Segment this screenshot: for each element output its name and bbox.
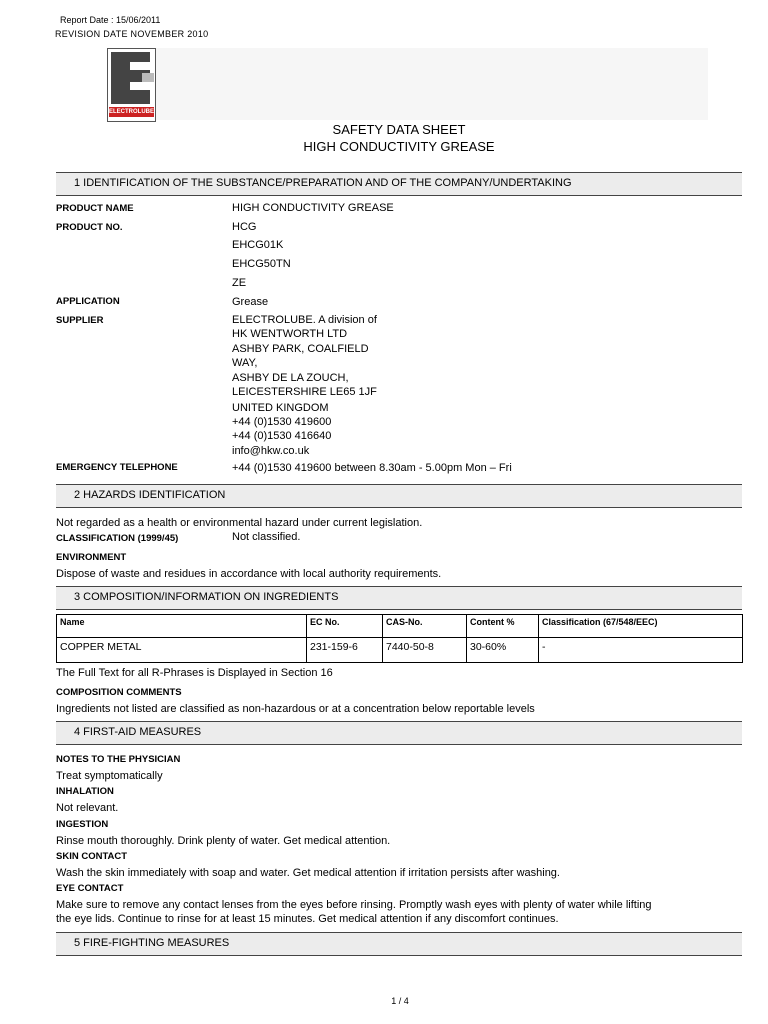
table-header-cell: Classification (67/548/EEC) <box>539 615 743 638</box>
skin-contact-value: Wash the skin immediately with soap and water. Get medical attention if irritation persists after washing. <box>56 867 560 879</box>
table-cell: 30-60% <box>467 638 539 663</box>
section-1-header <box>56 172 742 196</box>
product-no-value: EHCG50TN <box>232 258 291 270</box>
skin-contact-label: SKIN CONTACT <box>56 851 128 862</box>
composition-comments-label: COMPOSITION COMMENTS <box>56 687 182 698</box>
eye-contact-line-2: the eye lids. Continue to rinse for at least 15 minutes. Get medical attention if any discomfort continues. <box>56 913 559 925</box>
supplier-line: HK WENTWORTH LTD <box>232 328 348 340</box>
environment-label: ENVIRONMENT <box>56 552 127 563</box>
supplier-email[interactable]: info@hkw.co.uk <box>232 445 310 457</box>
ingestion-label: INGESTION <box>56 819 109 830</box>
ingestion-value: Rinse mouth thoroughly. Drink plenty of water. Get medical attention. <box>56 835 391 847</box>
logo-banner <box>108 48 708 120</box>
hazards-intro: Not regarded as a health or environmental hazard under current legislation. <box>56 517 423 529</box>
section-1-heading: 1 IDENTIFICATION OF THE SUBSTANCE/PREPARATION AND OF THE COMPANY/UNDERTAKING <box>74 177 572 189</box>
product-no-value: HCG <box>232 221 257 233</box>
section-4-header <box>56 721 742 745</box>
section-3-header <box>56 586 742 610</box>
composition-table <box>56 614 743 663</box>
inhalation-value: Not relevant. <box>56 802 119 814</box>
table-row <box>57 638 743 663</box>
supplier-fax: +44 (0)1530 416640 <box>232 430 332 442</box>
product-name-label: PRODUCT NAME <box>56 203 134 214</box>
supplier-line: ASHBY PARK, COALFIELD <box>232 343 369 355</box>
table-cell: 7440-50-8 <box>383 638 467 663</box>
classification-label: CLASSIFICATION (1999/45) <box>56 533 179 544</box>
table-header-cell: EC No. <box>307 615 383 638</box>
eye-contact-line-1: Make sure to remove any contact lenses from the eyes before rinsing. Promptly wash eyes with plenty of water while lifting <box>56 899 652 911</box>
product-no-label: PRODUCT NO. <box>56 222 123 233</box>
supplier-label: SUPPLIER <box>56 315 104 326</box>
document-title: SAFETY DATA SHEET <box>332 122 466 137</box>
supplier-line: WAY, <box>232 357 258 369</box>
environment-value: Dispose of waste and residues in accordance with local authority requirements. <box>56 568 442 580</box>
table-header-cell: CAS-No. <box>383 615 467 638</box>
eye-contact-label: EYE CONTACT <box>56 883 124 894</box>
section-2-header <box>56 484 742 508</box>
product-name-value: HIGH CONDUCTIVITY GREASE <box>232 202 394 214</box>
table-cell: - <box>539 638 743 663</box>
product-no-value: ZE <box>232 277 247 289</box>
supplier-phone: +44 (0)1530 419600 <box>232 416 332 428</box>
section-5-heading: 5 FIRE-FIGHTING MEASURES <box>74 937 230 949</box>
table-header-row <box>57 615 743 638</box>
section-4-heading: 4 FIRST-AID MEASURES <box>74 726 202 738</box>
inhalation-label: INHALATION <box>56 786 114 797</box>
page-number: 1 / 4 <box>391 996 409 1006</box>
emergency-label: EMERGENCY TELEPHONE <box>56 462 178 473</box>
supplier-line: ASHBY DE LA ZOUCH, <box>232 372 349 384</box>
supplier-line: LEICESTERSHIRE LE65 1JF <box>232 386 377 398</box>
logo-label: ELECTROLUBE <box>109 109 154 115</box>
section-5-header <box>56 932 742 956</box>
table-header-cell: Name <box>57 615 307 638</box>
application-label: APPLICATION <box>56 296 120 307</box>
section-2-heading: 2 HAZARDS IDENTIFICATION <box>74 489 226 501</box>
product-no-value: EHCG01K <box>232 239 284 251</box>
section-3-heading: 3 COMPOSITION/INFORMATION ON INGREDIENTS <box>74 591 339 603</box>
supplier-line: ELECTROLUBE. A division of <box>232 314 377 326</box>
r-phrases-note: The Full Text for all R-Phrases is Displayed in Section 16 <box>56 667 333 679</box>
composition-comments: Ingredients not listed are classified as non-hazardous or at a concentration below reportable levels <box>56 703 535 715</box>
table-cell: 231-159-6 <box>307 638 383 663</box>
revision-date: REVISION DATE NOVEMBER 2010 <box>55 29 209 39</box>
physician-value: Treat symptomatically <box>56 770 163 782</box>
emergency-value: +44 (0)1530 419600 between 8.30am - 5.00pm Mon – Fri <box>232 462 512 474</box>
supplier-line: UNITED KINGDOM <box>232 402 329 414</box>
physician-label: NOTES TO THE PHYSICIAN <box>56 754 181 765</box>
table-cell: COPPER METAL <box>57 638 307 663</box>
report-date: Report Date : 15/06/2011 <box>60 15 161 25</box>
document-subtitle: HIGH CONDUCTIVITY GREASE <box>303 139 495 154</box>
table-header-cell: Content % <box>467 615 539 638</box>
classification-value: Not classified. <box>232 531 301 543</box>
application-value: Grease <box>232 296 269 308</box>
electrolube-logo <box>107 48 156 122</box>
